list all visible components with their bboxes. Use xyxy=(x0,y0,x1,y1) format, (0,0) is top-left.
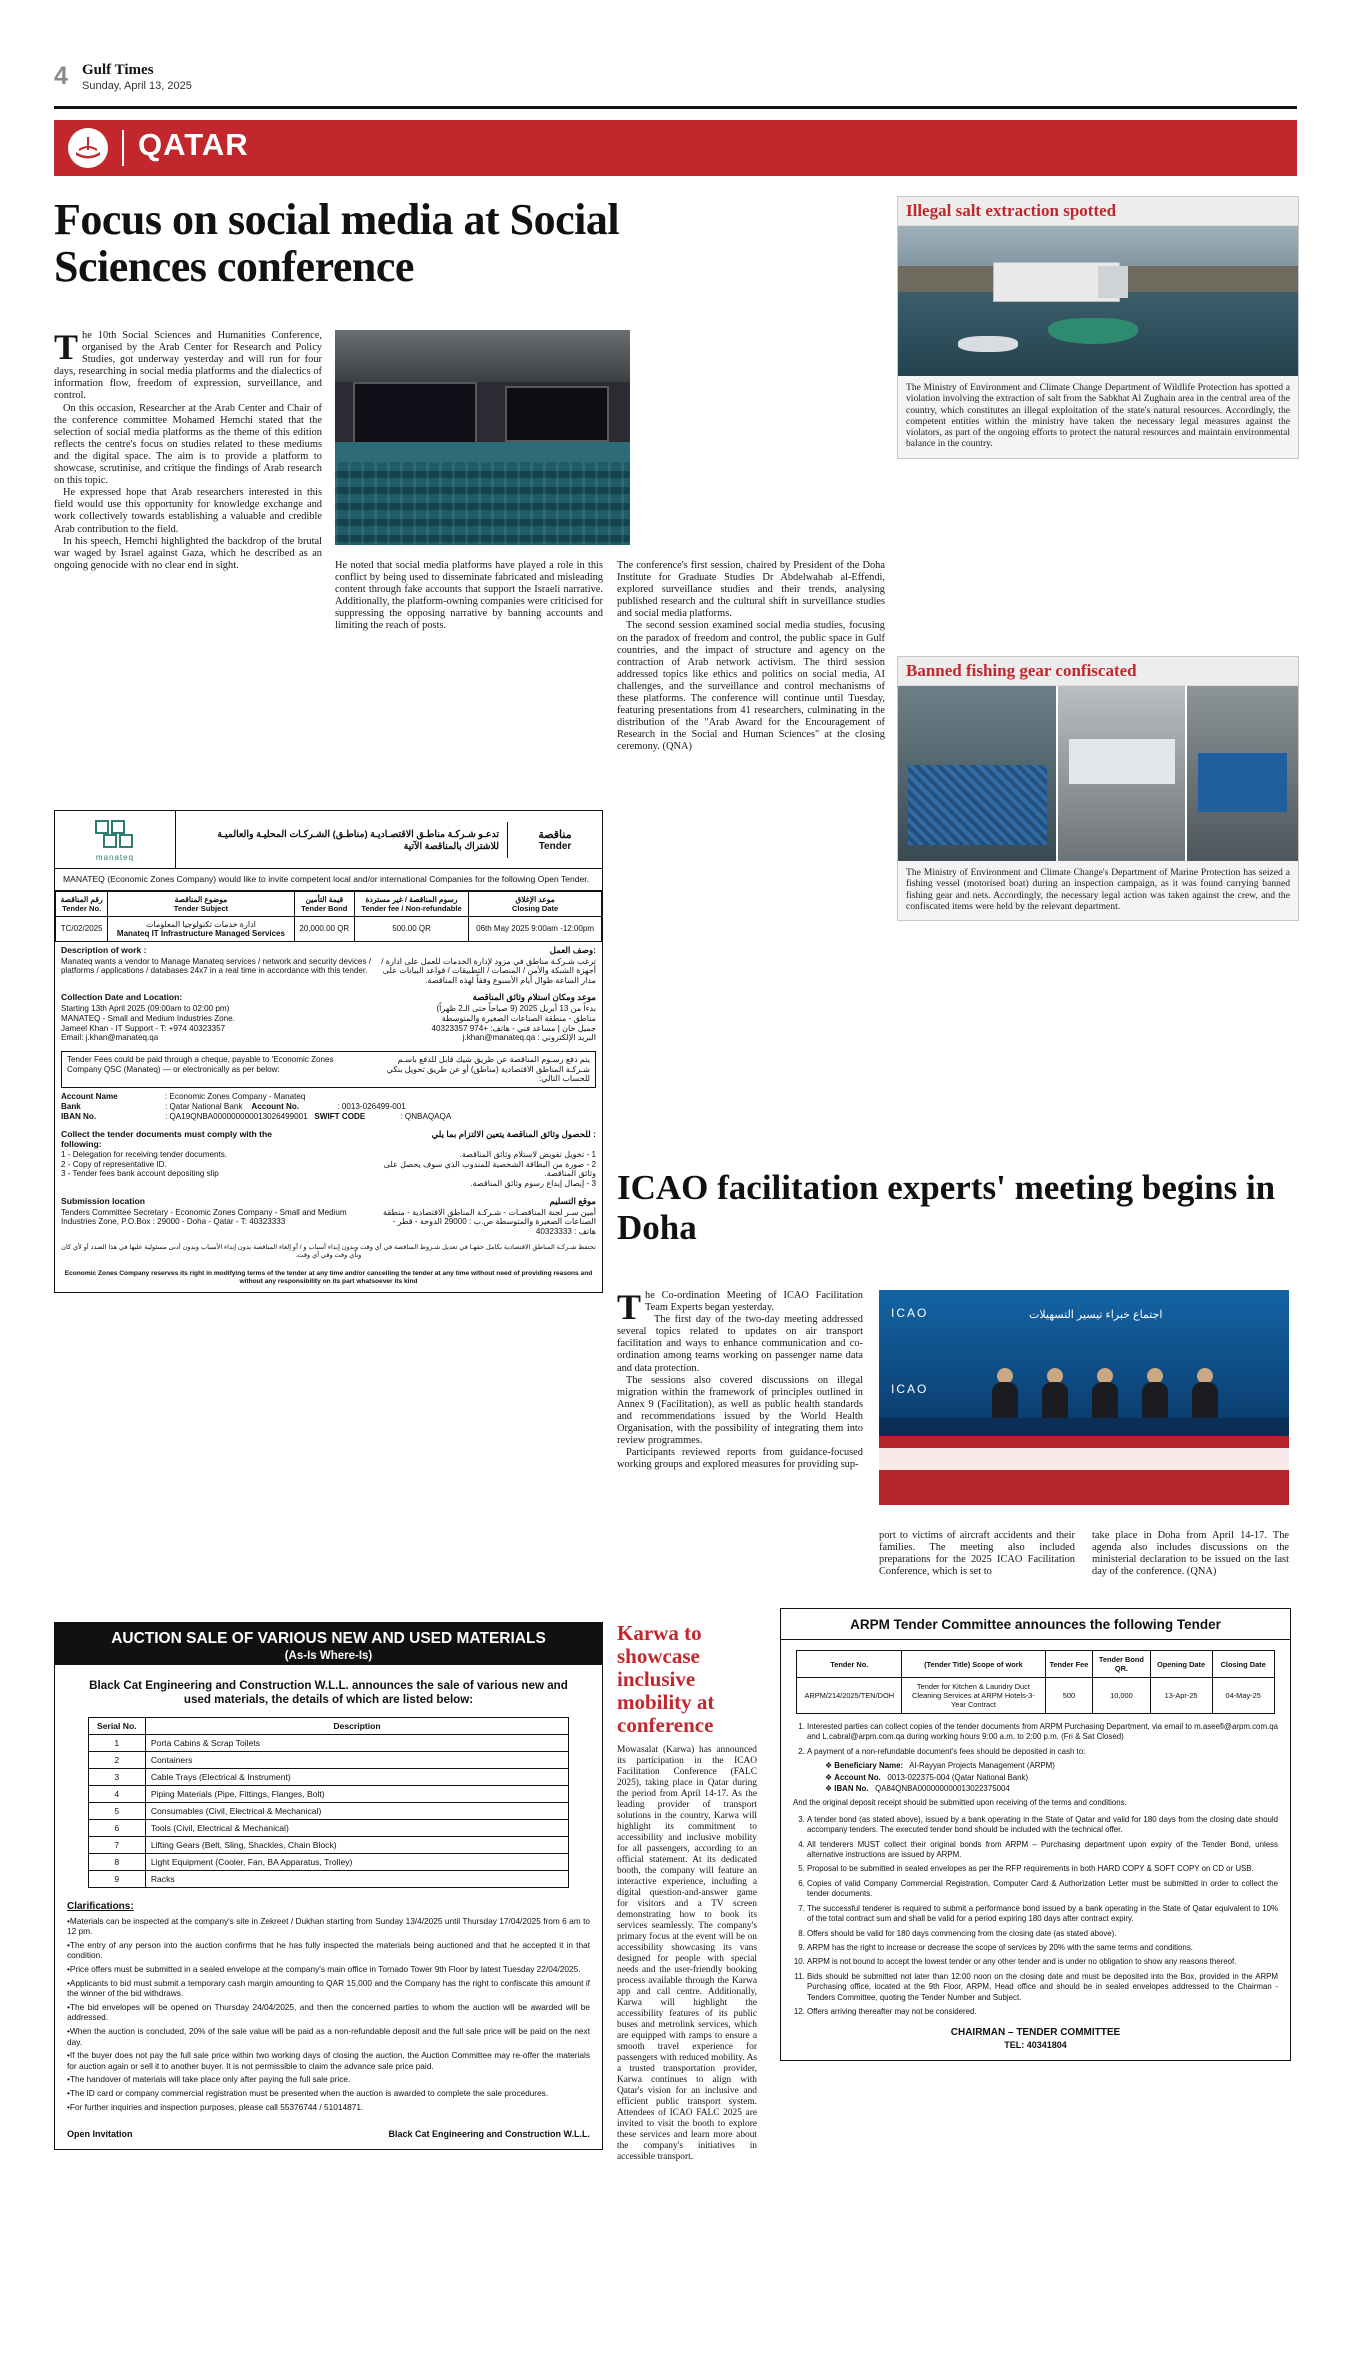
icao-column-b xyxy=(879,1530,1075,1578)
table-row xyxy=(88,1735,568,1752)
col-description: Description xyxy=(145,1718,568,1735)
condition-item: 11. Bids should be submitted not later than 12:00 noon on the closing date and must be deposited into the Box, provided in the ARPM Purchasing office, located at the 9th Floor, ARPM, Head office and should be in sealed envelopes addressed to the Chairman - Tenders Committee, quoting the Tender Number and Subject. xyxy=(807,1972,1278,2003)
cell-description: Porta Cabins & Scrap Toilets xyxy=(145,1735,568,1752)
gear-box-title: Banned fishing gear confiscated xyxy=(898,657,1298,686)
photo-table xyxy=(879,1436,1289,1505)
clarification-item: •Price offers must be submitted in a sealed envelope at the company's main office in Tornado Tower 9th Floor by latest Tuesday 22/04/2025. xyxy=(67,1963,581,1974)
col-tender-no: رقم المناقصة Tender No. xyxy=(56,891,108,916)
lead-column-c xyxy=(617,560,885,754)
fishing-gear-photo xyxy=(898,686,1298,861)
fee-payment-box xyxy=(61,1051,596,1088)
clarification-item: •The handover of materials will take place only after paying the full sale price. xyxy=(67,2074,351,2085)
cell-serial: 8 xyxy=(88,1854,145,1871)
photo-person xyxy=(1192,1382,1218,1422)
cell-description: Tools (Civil, Electrical & Mechanical) xyxy=(145,1820,568,1837)
col-bond: قيمة التأمين Tender Bond xyxy=(294,891,354,916)
table-header-row xyxy=(797,1651,1274,1678)
table-header-row xyxy=(56,891,602,916)
photo-boat xyxy=(1048,318,1138,344)
col-closing: Closing Date xyxy=(1212,1651,1274,1678)
condition-item: 4. All tenderers MUST collect their original bonds from ARPM – Purchasing department upon expiry of the Tender Bond, unless alternative instructions are issued by ARPM. xyxy=(807,1840,1278,1861)
lead-column-b xyxy=(335,560,603,633)
manateq-tender-notice xyxy=(54,810,603,1293)
clarifications-title: Clarifications: xyxy=(67,1901,134,1912)
photo-person xyxy=(1042,1382,1068,1422)
photo-person xyxy=(992,1382,1018,1422)
tender-stamp xyxy=(507,822,602,858)
karwa-body: Mowasalat (Karwa) has announced its participation in the ICAO Facilitation Conference (FALC 2025), taking place in Qatar during the period from April 14-17. As the leading provider of transport solutions in the country, Karwa will highlight its commitment to accessibility and inclusive mobility for all passengers, according to an official statement. At its dedicated booth, the company will feature an interactive experience, including a digital question-and-answer game for visitors and a TV screen demonstrating how to book its services seamlessly. The company's primary focus at the event will be on accessibility showcasing its vans designed for people with special needs and the user-friendly booking process available through the Karwa app and call centre. Additionally, Karwa will highlight the accessibility features of its public buses and metrolink services, which are equipped with ramps to ensure a smooth travel experience for passengers with reduced mobility. As a trusted transportation provider, Karwa continues to align with Qatar's vision for an inclusive and efficient public transport system. Attendees of ICAO FALC 2025 are invited to visit the booth to explore these services and learn more about the company's initiatives in accessible transport. xyxy=(617,1745,757,2162)
tender-stamp-english: Tender xyxy=(538,840,572,852)
lead-column-a xyxy=(54,327,322,572)
submission-ar: أمين سـر لجنة المناقصـات - شـركـة المناطق الاقتصادية - منطقة الصناعات الصغيرة والمتوسطة ص.ب : 29000 الدوحة - قطر - هاتف : 40323333 xyxy=(383,1207,596,1236)
photo-person xyxy=(1092,1382,1118,1422)
fee-note-en: Tender Fees could be paid through a cheque, payable to 'Economic Zones Company QSC (Manateq) — or electronically as per below: xyxy=(67,1054,334,1074)
photo-nets xyxy=(908,765,1047,846)
manateq-header-arabic: تدعـو شـركـة مناطـق الاقتصـاديـة (مناطـق) الشـركـات المحليـة والعالميـة للاشتراك بالمناقصة الآتية xyxy=(217,827,499,851)
cell-description: Consumables (Civil, Electrical & Mechanical) xyxy=(145,1803,568,1820)
cell-description: Light Equipment (Cooler, Fan, BA Apparatus, Trolley) xyxy=(145,1854,568,1871)
arpm-telephone: TEL: 40341804 xyxy=(1004,2040,1067,2051)
paragraph: Participants reviewed reports from guidance-focused working groups and explored measures for providing sup- xyxy=(617,1447,863,1471)
cell-description: Cable Trays (Electrical & Instrument) xyxy=(145,1769,568,1786)
conference-hall-photo xyxy=(335,330,630,545)
photo-arabic-banner: اجتماع خبراء تيسير التسهيلات xyxy=(1029,1309,1163,1321)
paragraph: The second session examined social media studies, focusing on the paradox of freedom and control, the public space in Gulf countries, and the impact of structure and agency on the contraction of Arab network activism. The third session addressed topics like ethics and politics on social media, AI challenges, and the surveillance and control mechanisms of these platforms. The conference will continue until Tuesday, featuring presentations from 41 researchers, culminating in the distribution of the "Arab Award for the Encouragement of Research in the Social and Human Sciences" at the closing ceremony. (QNA) xyxy=(617,620,885,753)
karwa-article xyxy=(617,1622,757,2163)
arpm-tender-notice xyxy=(780,1608,1291,2061)
icao-logo-top-icon: ICAO xyxy=(891,1306,929,1320)
manateq-invitation: MANATEQ (Economic Zones Company) would like to invite competent local and/or international Companies for the following Open Tender. xyxy=(55,869,602,891)
condition-item: 10. ARPM is not bound to accept the lowest tender or any other tender and is under no obligation to show any reasons thereof. xyxy=(807,1957,1278,1967)
cell-opening: 13-Apr-25 xyxy=(1150,1678,1212,1714)
table-row xyxy=(88,1803,568,1820)
masthead xyxy=(54,60,1297,106)
gulf-times-logo-icon xyxy=(68,128,108,168)
col-serial: Serial No. xyxy=(88,1718,145,1735)
description-body xyxy=(55,957,602,990)
cell-closing: 06th May 2025 9:00am -12:00pm xyxy=(469,916,602,941)
col-bond: Tender Bond QR. xyxy=(1093,1651,1150,1678)
table-row xyxy=(88,1837,568,1854)
cell-serial: 1 xyxy=(88,1735,145,1752)
cell-description: Lifting Gears (Belt, Sling, Shackles, Chain Block) xyxy=(145,1837,568,1854)
bank-details xyxy=(55,1092,602,1126)
paper-name: Gulf Times xyxy=(82,62,154,78)
auction-clarifications xyxy=(55,1898,602,2123)
condition-item: 2. A payment of a non-refundable document's fees should be deposited in cash to: xyxy=(807,1747,1278,1757)
cell-serial: 3 xyxy=(88,1769,145,1786)
fee-note-ar: يتم دفع رسـوم المناقصة عن طريق شيك قابل للدفع باسـم شـركـة المناطق الاقتصادية (مناطق) أو عن طريق تحويل بنكي للحساب التالي: xyxy=(386,1054,590,1084)
photo-screen-left xyxy=(353,382,477,446)
manateq-disclaimer-ar: تحتفظ شـركـة المناطق الاقتصادية بكامل حقهـا في تعديل شـروط المناقصة في أي وقت وبدون إبداء أسباب و / أو إلغاء المناقصة بدون إبداء الأسباب وبدون أدنى مسئولية عليها في هذا الصدد أو لأي كان وبأي وقت وفي أي وقت. xyxy=(61,1244,596,1260)
clarification-item: •The ID card or company commercial registration must be presented when the auction is awarded to complete the sale procedures. xyxy=(67,2087,549,2098)
paragraph: He expressed hope that Arab researchers interested in this field would use this opportunity for knowledge exchange and work collectively towards establishing a valuable and credible Arab contribution to the field. xyxy=(54,487,322,535)
col-fee: رسوم المناقصة / غير مستردة Tender fee / Non-refundable xyxy=(355,891,469,916)
table-row xyxy=(88,1752,568,1769)
table-row xyxy=(88,1854,568,1871)
arpm-deposit-note: And the original deposit receipt should be submitted upon receiving of the terms and conditions. xyxy=(793,1798,1127,1808)
fishing-gear-box xyxy=(897,656,1299,921)
iban-row: IBAN No. : QA19QNBA000000000013026499001 SWIFT CODE : QNBAQAQA xyxy=(61,1112,452,1122)
manateq-header xyxy=(55,811,602,869)
collection-heading: Collection Date and Location: موعد ومكان استلام وثائق المناقصة xyxy=(61,992,596,1003)
condition-item: 6. Copies of valid Company Commercial Registration, Computer Card & Authorization Letter must be submitted in order to collect the tender documents. xyxy=(807,1879,1278,1900)
condition-item: 7. The successful tenderer is required to submit a performance bond issued by a bank operating in the State of Qatar equivalent to 10% of the total contract sum and shall be valid for a period expiring 180 days after contract expiry. xyxy=(807,1904,1278,1925)
cell-tender-no: TC/02/2025 xyxy=(56,916,108,941)
table-row xyxy=(88,1769,568,1786)
col-closing: موعد الإغلاق Closing Date xyxy=(469,891,602,916)
auction-footer xyxy=(55,2123,602,2149)
salt-box-title: Illegal salt extraction spotted xyxy=(898,197,1298,226)
condition-item: 3. A tender bond (as stated above), issued by a bank operating in the State of Qatar and valid for 180 days from the closing date should accompany tenders. The executed tender bond should be included with the technical offer. xyxy=(807,1815,1278,1836)
page-folio: 4 xyxy=(54,62,68,90)
paragraph: He noted that social media platforms have played a role in this conflict by being used to disseminate fabricated and misleading content through fake accounts that support the Israeli narrative. Additionally, the platform-owning companies were criticised for suppressing the opposing narrative by banning accounts and limiting the reach of posts. xyxy=(335,560,603,632)
tender-stamp-arabic: مناقصة xyxy=(538,828,572,841)
paragraph: take place in Doha from April 14-17. The agenda also includes discussions on the ministerial declaration to be issued on the last day of the conference. (QNA) xyxy=(1092,1530,1289,1578)
cell-tender-no: ARPM/214/2025/TEN/DOH xyxy=(797,1678,902,1714)
issue-date: Sunday, April 13, 2025 xyxy=(82,80,192,92)
paragraph: port to victims of aircraft accidents and their families. The meeting also included preparations for the 2025 ICAO Facilitation Conference, which is set to xyxy=(879,1530,1075,1578)
col-opening: Opening Date xyxy=(1150,1651,1212,1678)
paragraph: On this occasion, Researcher at the Arab Center and Chair of the conference committee Mohamed Hemchi stated that the selection of social media platforms as the theme of this edition reflects the centre's focus on studies related to these mediums and the digital space. The aim is to provide a platform to showcase, scrutinise, and critique the findings of Arab research on this topic. xyxy=(54,402,322,487)
clarification-item: •The entry of any person into the auction confirms that he has fully inspected the materials being auctioned and that he accepted it in that condition. xyxy=(67,1939,590,1961)
cell-serial: 7 xyxy=(88,1837,145,1854)
icao-headline: ICAO facilitation experts' meeting begins in Doha xyxy=(617,1168,1276,1247)
cell-subject: ادارة خدمات تكنولوجيا المعلومات Manateq IT Infrastructure Managed Services xyxy=(108,916,294,941)
col-tender-no: Tender No. xyxy=(797,1651,902,1678)
cell-closing: 04-May-25 xyxy=(1212,1678,1274,1714)
col-subject: موضوع المناقصة Tender Subject xyxy=(108,891,294,916)
cell-scope: Tender for Kitchen & Laundry Duct Cleaning Services at ARPM Hotels-3-Year Contract xyxy=(902,1678,1045,1714)
manateq-disclaimer-en: Economic Zones Company reserves its right in modifying terms of the tender at any time and/or cancelling the tender at any time without need of providing reasons and without any responsibility on its part whatsoever its kind xyxy=(64,1270,593,1286)
description-ar: ترغب شـركـة مناطق في مزود لإدارة الخدمات للعمل على ادارة / أجهزة الشبكة والأمن / المنصات / التطبيقات / قواعد البيانات على مدار الساعة طوال أيام الأسبوع وفقاً لهذه المناقصة. xyxy=(381,956,596,985)
collection-body xyxy=(55,1004,602,1046)
clarification-item: •When the auction is concluded, 20% of the sale value will be paid as a non-refundable deposit and the full sale price will be paid on the next day. xyxy=(67,2025,590,2047)
table-row xyxy=(88,1786,568,1803)
masthead-rule xyxy=(54,106,1297,109)
arpm-signature: CHAIRMAN – TENDER COMMITTEE xyxy=(950,2027,1121,2039)
table-header-row xyxy=(88,1718,568,1735)
paragraph: The conference's first session, chaired by President of the Doha Institute for Graduate Studies Dr Abdelwahab al-Effendi, explored surveillance studies and their trends, analysing published research and the cultural shift in surveillance studies and social media platforms. xyxy=(617,560,885,620)
cell-description: Containers xyxy=(145,1752,568,1769)
banner-divider xyxy=(122,130,124,166)
beneficiary-row: ❖ Beneficiary Name: Al-Rayyan Projects Management (ARPM) xyxy=(825,1761,1055,1771)
icao-meeting-photo xyxy=(879,1290,1289,1505)
cell-fee: 500 xyxy=(1045,1678,1093,1714)
description-en: Manateq wants a vendor to Manage Manateq services / network and security devices / platforms / applications / databases 24x7 in a real time in accordance with this tender. xyxy=(61,956,371,976)
comply-ar: 1 - تخويل تفويض لاستلام وثائق المناقصة. 2 - صورة من البطاقة الشخصية للمندوب الذي سوف يحصل على وثائق المناقصة. 3 - إيصال إيداع رسوم وثائق المناقصة. xyxy=(383,1150,596,1188)
submission-en: Tenders Committee Secretary - Economic Zones Company - Small and Medium Industries Zone, P.O.Box : 29000 - Doha - Qatar - T: 40323333 xyxy=(61,1207,347,1227)
auction-items-table xyxy=(88,1717,569,1888)
bank-row: Bank : Qatar National Bank Account No. : 0013-026499-001 xyxy=(61,1102,406,1112)
paragraph: The first day of the two-day meeting addressed several topics related to updates on air transport facilitation and ways to enhance communication and co-ordination among teams working on passenger name data and data protection. xyxy=(617,1314,863,1374)
cell-serial: 2 xyxy=(88,1752,145,1769)
photo-screen-right xyxy=(505,386,609,442)
arpm-tender-table xyxy=(796,1650,1274,1714)
clarification-item: •Applicants to bid must submit a temporary cash margin amounting to QAR 15,000 and the Company has the right to confiscate this amount if the winner of the bid withdraws. xyxy=(67,1977,590,1999)
clarification-item: •For further inquiries and inspection purposes, please call 55376744 / 51014871. xyxy=(67,2101,364,2112)
salt-box-caption: The Ministry of Environment and Climate Change Department of Wildlife Protection has spotted a violation involving the extraction of salt from the Sabkhat Al Zughain area in the central area of the country, which constitutes an illegal exploitation of the state's natural resources. Accordingly, the competent entities within the ministry have taken the necessary legal measures against the violators, as part of the ongoing efforts to protect the natural resources and maintain environmental balance in the country. xyxy=(906,382,1290,450)
auction-subtitle: (As-Is Where-Is) xyxy=(284,1650,373,1662)
cell-serial: 5 xyxy=(88,1803,145,1820)
paragraph: he 10th Social Sciences and Humanities Conference, organised by the Arab Center for Research and Policy Studies, got underway yesterday and will run for four days, researching in social media platforms and the dialectics of information flow, freedom of expression, surveillance, and control. xyxy=(54,330,322,402)
condition-item: 12. Offers arriving thereafter may not be considered. xyxy=(807,2007,1278,2017)
clarification-item: •The bid envelopes will be opened on Thursday 24/04/2025, and then the concerned parties to whom the auction will be awarded will be addressed. xyxy=(67,2001,590,2023)
cell-description: Piping Materials (Pipe, Fittings, Flanges, Bolt) xyxy=(145,1786,568,1803)
photo-white-crate xyxy=(1069,739,1175,785)
auction-notice xyxy=(54,1622,603,2150)
arpm-conditions-list-part2 xyxy=(781,1815,1290,2018)
photo-band xyxy=(879,1418,1289,1436)
paragraph: In his speech, Hemchi highlighted the backdrop of the brutal war waged by Israel against Gaza, which he described as an ongoing genocide with no clear end in sight. xyxy=(54,535,322,571)
condition-item: 8. Offers should be valid for 180 days commencing from the closing date (as stated above). xyxy=(807,1929,1278,1939)
submission-body xyxy=(55,1208,602,1241)
table-row xyxy=(88,1871,568,1888)
cell-description: Racks xyxy=(145,1871,568,1888)
condition-item: 9. ARPM has the right to increase or decrease the scope of services by 20% with the same terms and conditions. xyxy=(807,1943,1278,1953)
manateq-wordmark: manateq xyxy=(95,853,135,862)
arpm-conditions-list-part1 xyxy=(781,1722,1290,1757)
condition-item: 5. Proposal to be submitted in sealed envelopes as per the RFP requirements in both HARD COPY & SOFT COPY on CD or USB. xyxy=(807,1864,1278,1874)
clarification-item: •If the buyer does not pay the full sale price within two working days of closing the auction, the Auction Committee may re-offer the materials for auction again or sell it to another buyer. It is not permissible to claim the advance sale price paid. xyxy=(67,2050,590,2071)
comply-body xyxy=(55,1150,602,1192)
cell-serial: 4 xyxy=(88,1786,145,1803)
photo-truck-cab xyxy=(1098,266,1128,298)
karwa-headline: Karwa to showcase inclusive mobility at conference xyxy=(617,1621,715,1737)
auction-company-line: Black Cat Engineering and Construction W.L.L. announces the sale of various new and used materials, the details of which are listed below: xyxy=(89,1679,568,1706)
icao-column-a xyxy=(617,1287,863,1471)
table-row xyxy=(88,1820,568,1837)
icao-column-c xyxy=(1092,1530,1289,1578)
arpm-title: ARPM Tender Committee announces the following Tender xyxy=(781,1609,1290,1640)
photo-ceiling xyxy=(335,330,630,382)
cell-serial: 9 xyxy=(88,1871,145,1888)
salt-extraction-photo xyxy=(898,226,1298,376)
table-row xyxy=(797,1678,1274,1714)
auction-company-name: Black Cat Engineering and Construction W.L.L. xyxy=(388,2129,590,2140)
icao-logo-bottom-icon: ICAO xyxy=(891,1382,929,1396)
paragraph: The sessions also covered discussions on illegal migration within the framework of principles outlined in Annex 9 (Facilitation), as well as public health standards and recommendations issued by the World Health Organisation, with the possibility of integrating them into review programmes. xyxy=(617,1374,863,1447)
photo-blue-tarp xyxy=(1198,753,1287,813)
auction-title: AUCTION SALE OF VARIOUS NEW AND USED MATERIALS xyxy=(111,1630,546,1647)
photo-panel-3 xyxy=(1187,686,1298,861)
cell-bond: 20,000.00 QR xyxy=(294,916,354,941)
drop-cap: T xyxy=(617,1287,642,1327)
auction-title-bar xyxy=(55,1623,602,1665)
photo-panel-1 xyxy=(898,686,1058,861)
iban-row: ❖ IBAN No. QA84QNBA000000000013022375004 xyxy=(825,1784,1010,1794)
auction-open-invitation: Open Invitation xyxy=(67,2129,133,2140)
manateq-tender-table xyxy=(55,891,602,942)
cell-serial: 6 xyxy=(88,1820,145,1837)
photo-boat-secondary xyxy=(958,336,1018,352)
description-heading: Description of work : وصف العمل: xyxy=(61,944,596,955)
clarification-item: •Materials can be inspected at the company's site in Zekreet / Dukhan starting from Sunday 13/4/2025 until Thursday 17/04/2025 from 6 am to 12 pm. xyxy=(67,1915,590,1937)
manateq-logo xyxy=(55,811,176,868)
salt-extraction-box xyxy=(897,196,1299,459)
table-row xyxy=(56,916,602,941)
col-fee: Tender Fee xyxy=(1045,1651,1093,1678)
condition-item: 1. Interested parties can collect copies of the tender documents from ARPM Purchasing Department, via email to m.aseefi@arpm.com.qa and L.cabral@arpm.com.qa during working hours 9:00 a.m. to 2:00 p.m. (Fri & Sat Closed) xyxy=(807,1722,1278,1743)
paragraph: he Co-ordination Meeting of ICAO Facilitation Team Experts began yesterday. xyxy=(645,1290,863,1314)
comply-en: 1 - Delegation for receiving tender documents. 2 - Copy of representative ID. 3 - Tender fees bank account depositing slip xyxy=(61,1150,228,1179)
col-scope: (Tender Title) Scope of work xyxy=(902,1651,1045,1678)
gear-box-caption: The Ministry of Environment and Climate Change's Department of Marine Protection has seized a fishing vessel (motorised boat) during an inspection campaign, as it was found carrying banned fishing gear and nets. Accordingly, the necessary legal action was taken against the crew, and the confiscated items were held by the relevant department. xyxy=(906,867,1290,912)
comply-heading: Collect the tender documents must comply with the following: للحصول وثائق المناقصة يتعين الالتزام بما يلي : xyxy=(61,1129,596,1150)
photo-seats xyxy=(335,462,630,545)
collection-en: Starting 13th April 2025 (09:00am to 02:00 pm) MANATEQ - Small and Medium Industries Zone. Jameel Khan - IT Support - T: +974 40323357 Email: j.khan@manateq.qa xyxy=(61,1004,235,1043)
section-name: QATAR xyxy=(138,127,249,162)
account-row: ❖ Account No. 0013-022375-004 (Qatar National Bank) xyxy=(825,1772,1029,1782)
submission-heading: Submission location موقع التسليم xyxy=(61,1195,596,1206)
arpm-bank-details xyxy=(781,1761,1290,1794)
account-name-row: Account Name : Economic Zones Company - Manateq xyxy=(61,1092,306,1102)
drop-cap: T xyxy=(54,327,79,367)
cell-fee: 500.00 QR xyxy=(355,916,469,941)
collection-ar: بدءاً من 13 أبريل 2025 (9 صباحاً حتى الـ2 ظهراً) مناطق - منطقة الصناعات الصغيرة والمتوسطة جميل خان | مساعد فني - هاتف: +974 40323357 البريد الإلكتروني : j.khan@manateq.qa xyxy=(431,1004,596,1043)
photo-panel-2 xyxy=(1058,686,1187,861)
section-banner xyxy=(54,120,1297,176)
lead-headline: Focus on social media at Social Sciences conference xyxy=(54,195,620,291)
photo-person xyxy=(1142,1382,1168,1422)
cell-bond: 10,000 xyxy=(1093,1678,1150,1714)
